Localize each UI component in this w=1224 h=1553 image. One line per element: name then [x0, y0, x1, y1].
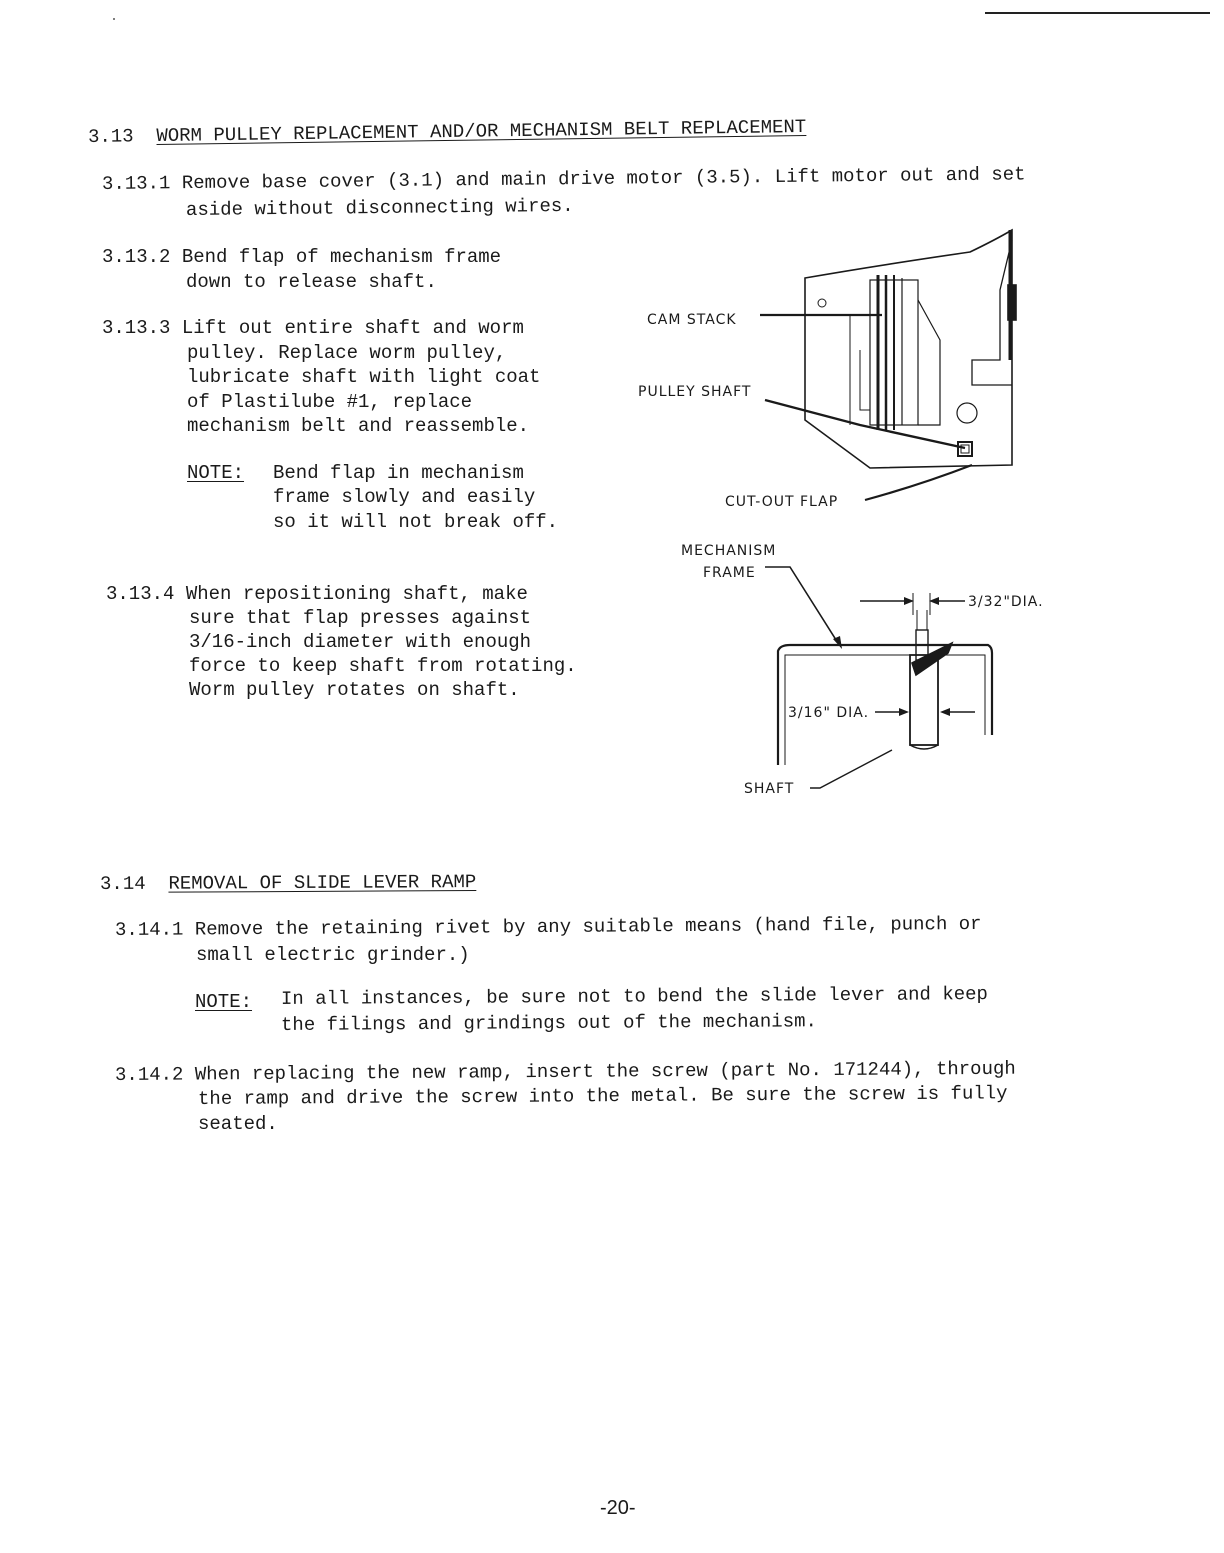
step-text-line: force to keep shaft from rotating.	[189, 655, 577, 677]
note-text-line: the filings and grindings out of the mechanism.	[280, 1010, 817, 1036]
step-text-line: small electric grinder.)	[196, 944, 470, 966]
step-text-line: of Plastilube #1, replace	[187, 391, 473, 413]
mechanism-figure	[620, 220, 1060, 520]
step-text-line: When repositioning shaft, make	[185, 583, 528, 605]
frame-inner-edge	[805, 315, 850, 425]
note-label: NOTE:	[187, 462, 245, 484]
step-text-line: Worm pulley rotates on shaft.	[189, 679, 520, 701]
note-text-line: In all instances, be sure not to bend the slide lever and keep	[280, 983, 988, 1010]
section-heading	[100, 870, 476, 896]
step-number: 3.14.2	[114, 1063, 184, 1086]
section-number: 3.14	[99, 872, 146, 895]
page-number: -20-	[600, 1497, 636, 1519]
note-text-line: frame slowly and easily	[273, 486, 536, 508]
section-title: WORM PULLEY REPLACEMENT AND/OR MECHANISM BELT REPLACEMENT	[156, 115, 807, 148]
step-text-line: mechanism belt and reassemble.	[187, 415, 530, 437]
step-text-line: Bend flap of mechanism frame	[181, 246, 502, 268]
cut-out-flap-label: CUT-OUT FLAP	[725, 494, 839, 510]
cam-stack-label: CAM STACK	[647, 312, 737, 328]
cut-out-flap-tab	[958, 442, 972, 456]
step-number: 3.13.1	[101, 172, 171, 195]
step-text-line: seated.	[198, 1113, 278, 1135]
step-text-line: the ramp and drive the screw into the metal. Be sure the screw is fully	[197, 1082, 1008, 1110]
shaft-label: SHAFT	[744, 781, 795, 797]
frame-label: FRAME	[703, 565, 756, 581]
step-text-line: Lift out entire shaft and worm	[181, 317, 524, 339]
note-text-line: Bend flap in mechanism	[273, 462, 524, 484]
shaft-detail-figure	[670, 535, 1090, 805]
step-text-line: sure that flap presses against	[189, 607, 532, 629]
step-text-line: lubricate shaft with light coat	[187, 366, 541, 388]
step-text-line: down to release shaft.	[186, 271, 437, 293]
mechanism-label: MECHANISM	[681, 543, 777, 559]
section-heading	[88, 115, 807, 150]
dia-large-label: 3/16" DIA.	[788, 705, 870, 721]
scan-speck	[113, 18, 115, 20]
pulley-shaft-label: PULLEY SHAFT	[638, 384, 752, 400]
step-number: 3.13.3	[102, 317, 171, 339]
dia-small-label: 3/32"DIA.	[968, 594, 1044, 610]
frame-outline	[805, 230, 1012, 468]
frame-flap	[912, 643, 952, 675]
step-text-line: Remove the retaining rivet by any suitable means (hand file, punch or	[194, 912, 982, 941]
step-number: 3.13.4	[106, 583, 175, 605]
note-label: NOTE:	[195, 991, 253, 1013]
step-text-line: pulley. Replace worm pulley,	[187, 342, 507, 364]
section-title: REMOVAL OF SLIDE LEVER RAMP	[168, 871, 477, 895]
frame-hole	[818, 299, 826, 307]
step-number: 3.14.1	[114, 918, 184, 941]
step-text-line: When replacing the new ramp, insert the screw (part No. 171244), through	[194, 1057, 1016, 1086]
section-number: 3.13	[87, 125, 134, 148]
step-text-line: aside without disconnecting wires.	[185, 194, 574, 221]
step-number: 3.13.2	[102, 246, 171, 268]
step-text-line: Remove base cover (3.1) and main drive motor (3.5). Lift motor out and set	[181, 163, 1026, 195]
frame-hole	[957, 403, 977, 423]
step-text-line: 3/16-inch diameter with enough	[189, 631, 532, 653]
top-rule	[985, 12, 1210, 14]
note-text-line: so it will not break off.	[273, 511, 559, 533]
